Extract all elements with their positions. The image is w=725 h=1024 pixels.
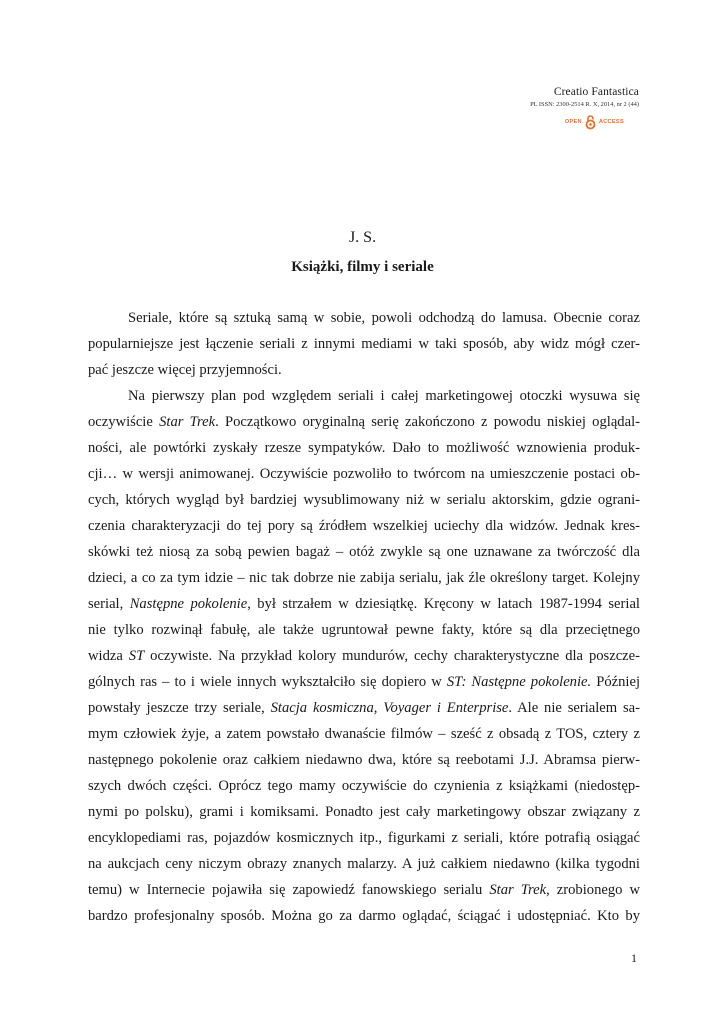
- text-run: szych dwóch części. Oprócz tego mamy oczywiście do czynienia z książkami (niedostęp-: [88, 778, 640, 794]
- text-run: gólnych ras – to i wiele innych wykształciło się dopiero w: [88, 674, 447, 690]
- article-title: Książki, filmy i seriale: [291, 259, 434, 275]
- text-run: na aukcjach ceny niczym obrazy znanych malarzy. A już całkiem niedawno (kilka tygodni: [88, 856, 640, 872]
- text-line: [88, 357, 640, 383]
- text-line: [88, 851, 640, 877]
- text-run: serial,: [88, 596, 130, 612]
- article-author: J. S.: [348, 229, 377, 246]
- text-run: . Ale nie serialem sa-: [508, 700, 640, 716]
- page-number: 1: [631, 951, 637, 965]
- text-line: [88, 877, 640, 903]
- text-run: ności, ale powtórki zyskały rzesze sympatyków. Dało to możliwość wznowienia produk-: [88, 440, 640, 456]
- text-line: [88, 799, 640, 825]
- text-line: [88, 773, 640, 799]
- article-body: [88, 305, 640, 929]
- text-line: [88, 903, 640, 929]
- italic-title: Stacja kosmiczna, Voyager i Enterprise: [270, 700, 509, 716]
- issn-line: PL ISSN: 2300-2514 R. X, 2014, nr 2 (44): [530, 101, 639, 108]
- open-access-label-right: ACCESS: [598, 119, 624, 125]
- text-line: [88, 721, 640, 747]
- text-line: [88, 461, 640, 487]
- text-line: [88, 487, 640, 513]
- text-run: nymi po polsku), grami i komiksami. Ponadto jest cały marketingowy obszar związany z: [88, 804, 640, 820]
- text-line: [88, 825, 640, 851]
- text-line: [88, 305, 640, 331]
- open-access-label-left: OPEN: [564, 119, 582, 125]
- text-line: [88, 617, 640, 643]
- text-run: oczywiście: [88, 414, 160, 430]
- text-line: [88, 669, 640, 695]
- text-line: [88, 695, 640, 721]
- text-run: Seriale, które są sztuką samą w sobie, powoli odchodzą do lamusa. Obecnie coraz: [128, 310, 640, 326]
- italic-title: ST: Następne pokolenie.: [446, 674, 592, 690]
- text-run: skówki też niosą za sobą pewien bagaż – otóż zwykle są one uznawane za twórczość dla: [88, 544, 640, 560]
- text-line: [88, 331, 640, 357]
- italic-title: Następne pokolenie: [129, 596, 248, 612]
- text-run: nie tylko rozwinął fabułę, ale także ugruntował pewne fakty, które są dla przeciętnego: [88, 622, 640, 638]
- text-run: Na pierwszy plan pod względem seriali i całej marketingowej otoczki wysuwa się: [128, 388, 640, 404]
- text-run: . Początkowo oryginalną serię zakończono z powodu niskiej oglądal-: [215, 414, 640, 430]
- text-run: encyklopediami ras, pojazdów kosmicznych itp., figurkami z seriali, które potrafią osiągać: [88, 830, 640, 846]
- italic-title: Star Trek: [159, 414, 216, 430]
- journal-name: Creatio Fantastica: [553, 86, 639, 98]
- text-run: , był strzałem w dziesiątkę. Kręcony w latach 1987-1994 serial: [247, 596, 640, 612]
- text-run: cych, których wygląd był bardziej wysublimowany niż w serialu aktorskim, gdzie ograni-: [88, 492, 640, 508]
- text-line: [88, 565, 640, 591]
- open-access-lock-icon: [585, 114, 596, 130]
- journal-header: [439, 85, 639, 130]
- italic-title: ST: [128, 648, 145, 664]
- text-line: [88, 643, 640, 669]
- text-run: bardzo profesjonalny sposób. Można go za darmo oglądać, ściągać i udostępniać. Kto by: [88, 908, 640, 924]
- text-line: [88, 383, 640, 409]
- text-run: czenia charakteryzacji do tej pory są źródłem wszelkiej uciechy dla widzów. Jednak kres-: [88, 518, 640, 534]
- paragraph: [88, 383, 640, 929]
- paragraph: [88, 305, 640, 383]
- text-run: Później: [591, 674, 640, 690]
- open-access-badge: [439, 114, 639, 130]
- text-run: następnego pokolenie oraz całkiem niedawno dwa, które są reebotami J.J. Abramsa pierw-: [88, 752, 640, 768]
- text-line: [88, 435, 640, 461]
- text-line: [88, 539, 640, 565]
- text-run: powstały jeszcze trzy seriale,: [88, 700, 271, 716]
- text-run: popularniejsze jest łączenie seriali z innymi mediami w taki sposób, aby widz mógł czer-: [88, 336, 640, 352]
- text-run: pać jeszcze więcej przyjemności.: [88, 362, 282, 378]
- text-line: [88, 591, 640, 617]
- text-run: dzieci, a co za tym idzie – nic tak dobrze nie zabija serialu, jak źle określony target. Kolejny: [88, 570, 640, 586]
- text-line: [88, 747, 640, 773]
- text-run: mym człowiek żyje, a zatem powstało dwanaście filmów – sześć z obsadą z TOS, cztery z: [88, 726, 640, 742]
- italic-title: Star Trek: [489, 882, 547, 898]
- text-run: cji… w wersji animowanej. Oczywiście pozwoliło to twórcom na umieszczenie postaci ob-: [88, 466, 640, 482]
- text-line: [88, 513, 640, 539]
- text-run: oczywiste. Na przykład kolory mundurów, cechy charakterystyczne dla poszcze-: [144, 648, 640, 664]
- text-line: [88, 409, 640, 435]
- text-run: , zrobionego w: [546, 882, 640, 898]
- text-run: temu) w Internecie pojawiła się zapowiedź fanowskiego serialu: [88, 882, 490, 898]
- text-run: widza: [88, 648, 129, 664]
